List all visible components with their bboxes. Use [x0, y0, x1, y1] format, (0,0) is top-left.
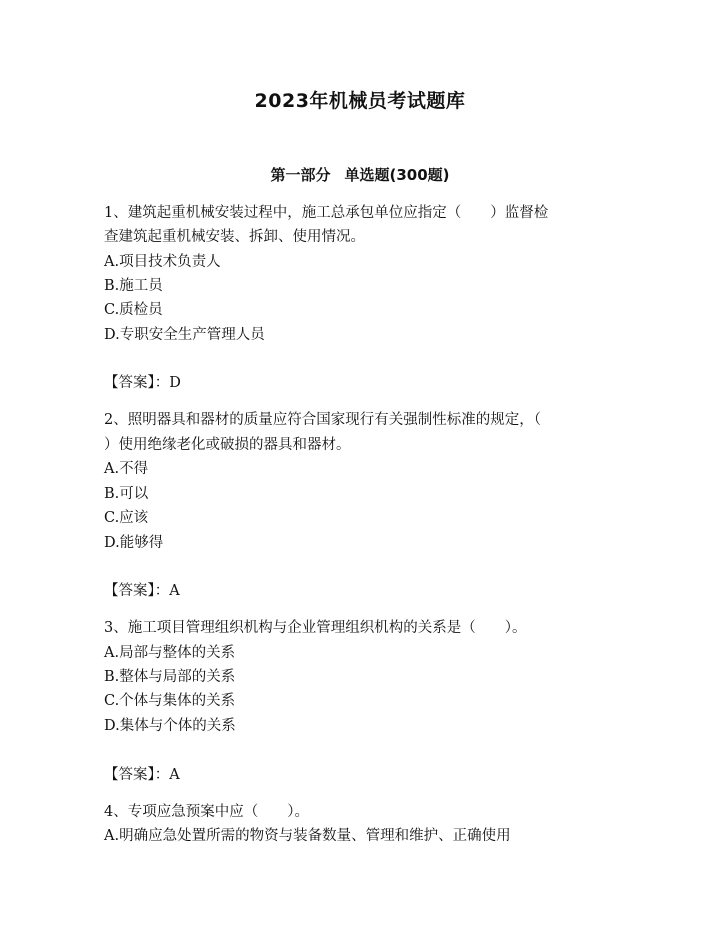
question-2-option-a: A.不得 [104, 461, 149, 477]
question-3-stem-line-1: 3、施工项目管理组织机构与企业管理组织机构的关系是（ ）。 [104, 620, 527, 636]
question-2-stem-line-2: ）使用绝缘老化或破损的器具和器材。 [104, 437, 351, 453]
question-2-option-b: B.可以 [104, 486, 149, 502]
question-1-option-b: B.施工员 [104, 278, 163, 294]
question-2-option-d: D.能够得 [104, 535, 164, 551]
question-1-answer: 【答案】：D [104, 375, 181, 391]
question-3-answer: 【答案】：A [104, 767, 180, 783]
question-4-stem-line-1: 4、专项应急预案中应（ ）。 [104, 804, 309, 820]
question-1-option-a: A.项目技术负责人 [104, 254, 221, 270]
document-title: 2023年机械员考试题库 [254, 90, 466, 112]
question-1-option-c: C.质检员 [104, 302, 163, 318]
section-part: 第一部分 [270, 166, 331, 184]
question-1-stem-line-1: 1、建筑起重机械安装过程中，施工总承包单位应指定（ ）监督检 [104, 205, 549, 221]
question-2-answer: 【答案】：A [104, 583, 180, 599]
question-3-option-b: B.整体与局部的关系 [104, 669, 236, 685]
question-3-option-a: A.局部与整体的关系 [104, 645, 236, 661]
question-1-stem-line-2: 查建筑起重机械安装、拆卸、使用情况。 [104, 229, 365, 245]
section-name: 单选题(300题) [344, 166, 450, 184]
question-3-option-c: C.个体与集体的关系 [104, 693, 236, 709]
section-heading [0, 164, 720, 185]
question-4-option-a: A.明确应急处置所需的物资与装备数量、管理和维护、正确使用 [104, 828, 511, 844]
question-1-option-d: D.专职安全生产管理人员 [104, 327, 265, 343]
question-3-option-d: D.集体与个体的关系 [104, 718, 236, 734]
question-2-option-c: C.应该 [104, 510, 149, 526]
question-2-stem-line-1: 2、照明器具和器材的质量应符合国家现行有关强制性标准的规定，（ [104, 412, 541, 428]
